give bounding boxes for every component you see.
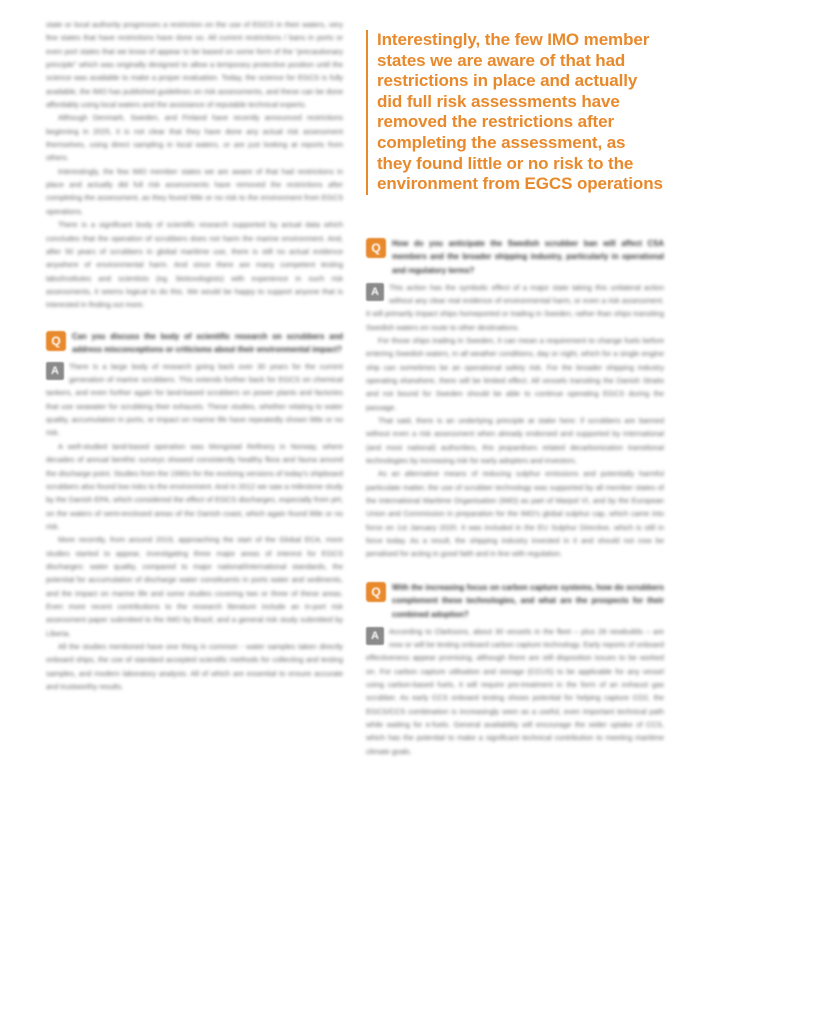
answer-paragraph: A well-studied land-based operation was Mongstad Refinery in Norway, where decades of annual benthic surveys showed consistently healthy flora and fauna around the discharge point. Studies from the 1990s for the evolving versions of today’s shipboard scrubbers also found low risks to the environment. And in 2012 we saw a milestone study by the Danish EPA, which considered the effect of EGCS discharges, especially from pH, on the waters of semi-enclosed areas of the Danish coast, which again found little or no risk. <box>46 441 343 531</box>
question-text: Can you discuss the body of scientific research on scrubbers and address misconceptions or criticisms about their environmental impact? <box>72 331 343 355</box>
pull-quote-bar <box>366 30 368 195</box>
body-paragraph: There is a significant body of scientific research supported by actual data which concludes that the operation of scrubbers does not harm the marine environment. And, after 50 years of scrubbers in global maritime use, there is still no actual evidence anywhere of environmental harm. And since there are many competent testing labs/institutes and scientists (eg. biotoxologists) with experience in such risk assessments, it seems logical to do this. We would be happy to support anyone that is interested in finding out more. <box>46 220 343 310</box>
body-paragraph: Although Denmark, Sweden, and Finland have recently announced restrictions beginning in 2025, it is not clear that they have done any actual risk assessment themselves, using direct sampling in local waters, or are just looking at reports from others. <box>46 113 343 163</box>
answer-paragraph: There is a large body of research going back over 30 years for the current generation of marine scrubbers. This extends further back for EGCS on chemical tankers, and even further again for land-based scrubbers on power plants and factories that use seawater for scrubbing their exhausts. These studies, whether relating to water quality, accumulation in ports, or impact on marine life have repeatedly shown little or no risk. <box>46 361 343 438</box>
question-text: How do you anticipate the Swedish scrubber ban will affect CSA members and the broader shipping industry, particularly in operational and regulatory terms? <box>392 238 664 275</box>
question-icon: Q <box>46 331 66 351</box>
answer-paragraph: More recently, from around 2019, approaching the start of the Global ECA, more studies started to appear, investigating three major areas of interest for EGCS discharges: water quality, compared to major national/international standards, the potential for accumulation of discharge water constituents in ports water and sediments, and the impact on marine life and some studies covering two or three of these areas. Even more recent contributions to the research literature include an in-port risk assessment paper submitted to the IMO by Brazil, and a general risk study submitted by Liberia. <box>46 535 343 638</box>
answer-paragraph: This action has the symbolic effect of a major state taking this unilateral action without any clear real evidence of environmental harm, or even a risk assessment. It will primarily impact ships homeported or trading in Sweden, rather than ships transiting Swedish waters en route to other destinations. <box>366 282 664 332</box>
question-block <box>366 581 664 622</box>
answer-block <box>366 625 664 758</box>
answer-icon: A <box>46 362 64 380</box>
body-paragraph: state or local authority progresses a restriction on the use of EGCS in their waters, very few states that have restrictions have done so. All current restrictions / bans in ports or even port states that we know of appear to be based on some form of the “precautionary principle” which was originally designed to allow a temporary protective position until the science was available to make a proper evaluation. Today, the science for EGCS is fully available, the IMO has published guidelines on risk assessments, and these can be done affordably using local waters and the assistance of reputable technical experts. <box>46 20 343 110</box>
answer-paragraph: According to Clarksons, about 30 vessels in the fleet – plus 28 newbuilds – are now or will be testing onboard carbon capture technology. Early reports of onboard effectiveness appear promising, although there are still disposition issues to be worked on. For carbon capture utilisation and storage (CCUS) to be applicable for any vessel using carbon-based fuels, it will require pre-treatment in the form of an exhaust gas scrubber. As early CCS onboard testing shows potential for helping capture CO2, the EGCS/CCS combination is increasingly seen as a useful, even important technical path while waiting for e-fuels. General availability will encourage the wider uptake of CCS, which has the potential to make a significant technical contribution to meeting maritime climate goals. <box>366 626 664 756</box>
left-column <box>46 18 343 693</box>
question-icon: Q <box>366 238 386 258</box>
body-paragraph: Interestingly, the few IMO member states we are aware of that had restrictions in place and actually did full risk assessments have removed the restrictions after completing the assessment, as they found little or no risk to the environment from EGCS operations. <box>46 166 343 216</box>
answer-paragraph: That said, there is an underlying principle at stake here: if scrubbers are banned without even a risk assessment when already endorsed and supported by international (and most national) authorities, this jeopardises related decarbonization transitional technologies by increasing risk for early adopters and investors. <box>366 415 664 465</box>
answer-paragraph: For those ships trading in Sweden, it can mean a requirement to change fuels before entering Swedish waters, in all weather conditions, day or night, which for a single engine ship can sometimes be an operational safety risk. For the broader shipping industry operating elsewhere, there will be limited effect. All vessels transiting the Danish Straits and not bound for Sweden should be able to continue operating EGCS during the passage. <box>366 335 664 412</box>
right-column <box>366 18 664 758</box>
question-block <box>366 237 664 278</box>
answer-icon: A <box>366 283 384 301</box>
question-text: With the increasing focus on carbon capture systems, how do scrubbers complement these technologies, and what are the prospects for their combined adoption? <box>392 582 664 619</box>
answer-icon: A <box>366 627 384 645</box>
answer-block <box>46 360 343 694</box>
answer-paragraph: As an alternative means of reducing sulphur emissions and potentially harmful particulate matter, the use of scrubber technology was supported by all member states of the International Maritime Organisation (IMO) as part of Marpol VI, and by the European Union and Commission in preparation for the IMO’s global sulphur cap, which came into force on 1st January 2020. It was included in the EU Sulphur Directive, which is still in force today. As a result, the shipping industry invested in it and should not now be penalised for acting in good faith and in line with regulation. <box>366 469 664 559</box>
answer-block <box>366 281 664 561</box>
question-icon: Q <box>366 582 386 602</box>
pull-quote: Interestingly, the few IMO member states we are aware of that had restrictions in place and actually did full risk assessments have removed the restrictions after completing the assessment, as they found little or no risk to the environment from EGCS operations <box>377 30 663 194</box>
answer-paragraph: All the studies mentioned have one thing in common - water samples taken directly onboard ships, the use of standard accepted scientific methods for collecting and testing samples, and modern laboratory analysis. All of which are essential to ensure accurate and trustworthy results. <box>46 641 343 691</box>
question-block <box>46 330 343 357</box>
pull-quote-block <box>366 30 664 195</box>
